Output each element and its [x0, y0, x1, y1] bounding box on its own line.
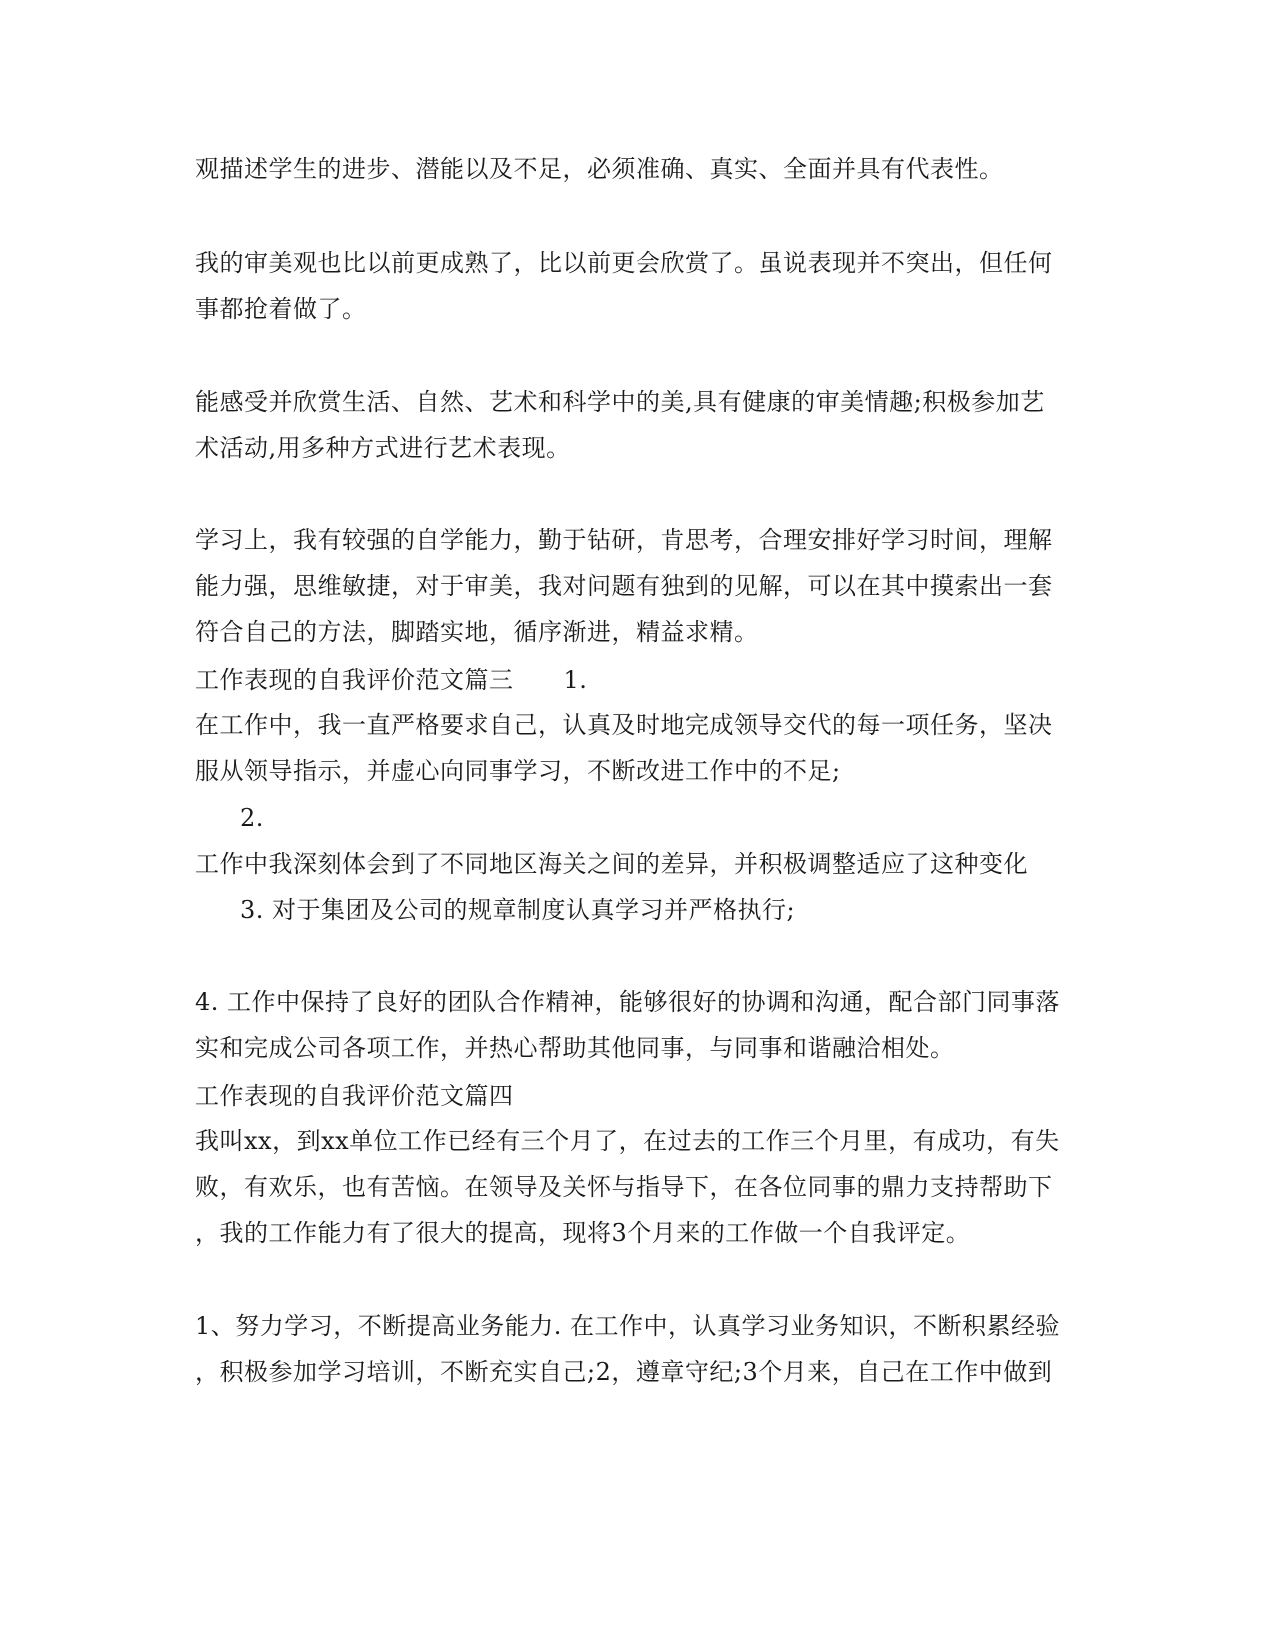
- paragraph-line: 观描述学生的进步、潜能以及不足，必须准确、真实、全面并具有代表性。: [195, 155, 1004, 183]
- paragraph-line: 能力强，思维敏捷，对于审美，我对问题有独到的见解，可以在其中摸索出一套: [195, 572, 1053, 600]
- paragraph-line: 服从领导指示，并虚心向同事学习，不断改进工作中的不足;: [195, 757, 841, 785]
- paragraph-line: 符合自己的方法，脚踏实地，循序渐进，精益求精。: [195, 618, 759, 646]
- list-number: 1.: [563, 666, 588, 694]
- paragraph-line: 1、努力学习，不断提高业务能力. 在工作中，认真学习业务知识，不断积累经验: [195, 1312, 1061, 1340]
- paragraph-line: 学习上，我有较强的自学能力，勤于钻研，肯思考，合理安排好学习时间，理解: [195, 526, 1053, 554]
- section-title: 工作表现的自我评价范文篇四: [195, 1082, 514, 1110]
- paragraph-line: ，我的工作能力有了很大的提高，现将3个月来的工作做一个自我评定。: [195, 1219, 971, 1247]
- paragraph-line: 事都抢着做了。: [195, 295, 367, 323]
- paragraph-line: 工作中我深刻体会到了不同地区海关之间的差异，并积极调整适应了这种变化: [195, 850, 1028, 878]
- section-heading: [195, 665, 1075, 695]
- paragraph-line: 4. 工作中保持了良好的团队合作精神，能够很好的协调和沟通，配合部门同事落: [195, 988, 1061, 1016]
- paragraph-line: 术活动,用多种方式进行艺术表现。: [195, 434, 571, 462]
- paragraph-line: 实和完成公司各项工作，并热心帮助其他同事，与同事和谐融洽相处。: [195, 1034, 955, 1062]
- paragraph-line: 我的审美观也比以前更成熟了，比以前更会欣赏了。虽说表现并不突出，但任何: [195, 249, 1053, 277]
- paragraph-line: 3. 对于集团及公司的规章制度认真学习并严格执行;: [240, 896, 796, 924]
- paragraph-line: 能感受并欣赏生活、自然、艺术和科学中的美,具有健康的审美情趣;积极参加艺: [195, 388, 1045, 416]
- paragraph-line: 败，有欢乐，也有苦恼。在领导及关怀与指导下，在各位同事的鼎力支持帮助下: [195, 1173, 1053, 1201]
- section-title: 工作表现的自我评价范文篇三: [195, 666, 514, 694]
- paragraph-line: ，积极参加学习培训，不断充实自己;2，遵章守纪;3个月来，自己在工作中做到: [195, 1358, 1053, 1386]
- list-number: 2.: [240, 804, 264, 832]
- paragraph-line: 在工作中，我一直严格要求自己，认真及时地完成领导交代的每一项任务，坚决: [195, 711, 1053, 739]
- paragraph-line: 我叫xx，到xx单位工作已经有三个月了，在过去的工作三个月里，有成功，有失: [195, 1127, 1060, 1155]
